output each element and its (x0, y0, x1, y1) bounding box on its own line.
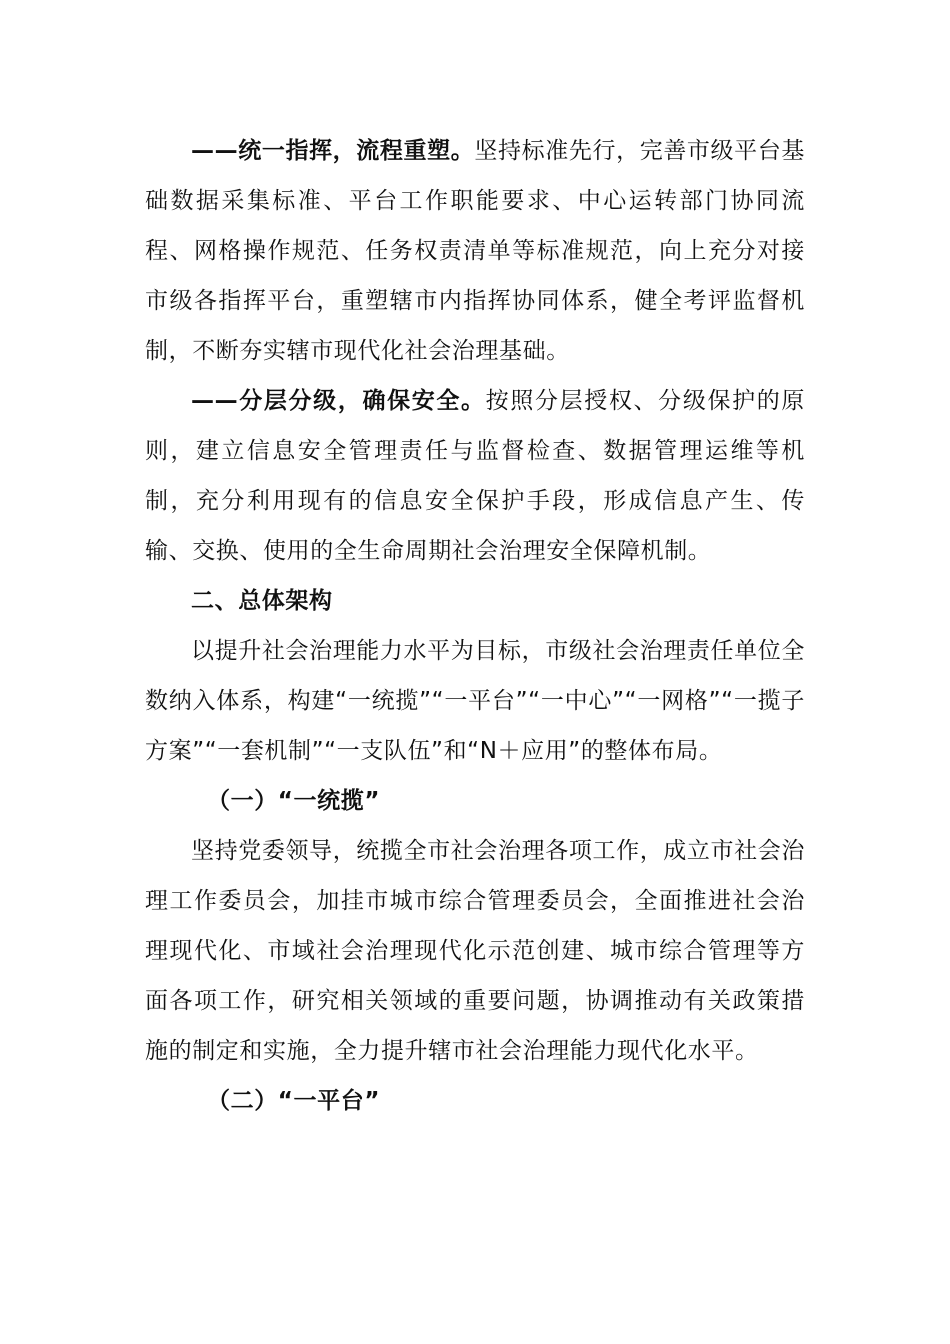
paragraph-unified-command (145, 126, 805, 376)
document-page (145, 126, 805, 1126)
sub-heading-one-overall: （一）“一统揽” (207, 788, 381, 814)
paragraph-lead-layered-security: ——分层分级，确保安全。 (191, 388, 486, 414)
sub-heading-one-platform: （二）“一平台” (207, 1088, 381, 1114)
paragraph-body-unified-command: 坚持标准先行，完善市级平台基础数据采集标准、平台工作职能要求、中心运转部门协同流程、网格操作规范、任务权责清单等标准规范，向上充分对接市级各指挥平台，重塑辖市内指挥协同体系，健全考评监督机制，不断夯实辖市现代化社会治理基础。 (145, 138, 806, 364)
section-heading-overall-architecture: 二、总体架构 (191, 588, 333, 614)
paragraph-overall-layout: 以提升社会治理能力水平为目标，市级社会治理责任单位全数纳入体系，构建“一统揽”“一平台”“一中心”“一网格”“一揽子方案”“一套机制”“一支队伍”和“N＋应用”的整体布局。 (145, 638, 805, 764)
paragraph-lead-unified-command: ——统一指挥，流程重塑。 (191, 138, 475, 164)
paragraph-party-leadership: 坚持党委领导，统揽全市社会治理各项工作，成立市社会治理工作委员会，加挂市城市综合管理委员会，全面推进社会治理现代化、市域社会治理现代化示范创建、城市综合管理等方面各项工作，研究相关领域的重要问题，协调推动有关政策措施的制定和实施，全力提升辖市社会治理能力现代化水平。 (145, 838, 805, 1064)
paragraph-body-layered-security: 按照分层授权、分级保护的原则，建立信息安全管理责任与监督检查、数据管理运维等机制，充分利用现有的信息安全保护手段，形成信息产生、传输、交换、使用的全生命周期社会治理安全保障机制。 (145, 388, 805, 564)
paragraph-layered-security (145, 376, 805, 576)
